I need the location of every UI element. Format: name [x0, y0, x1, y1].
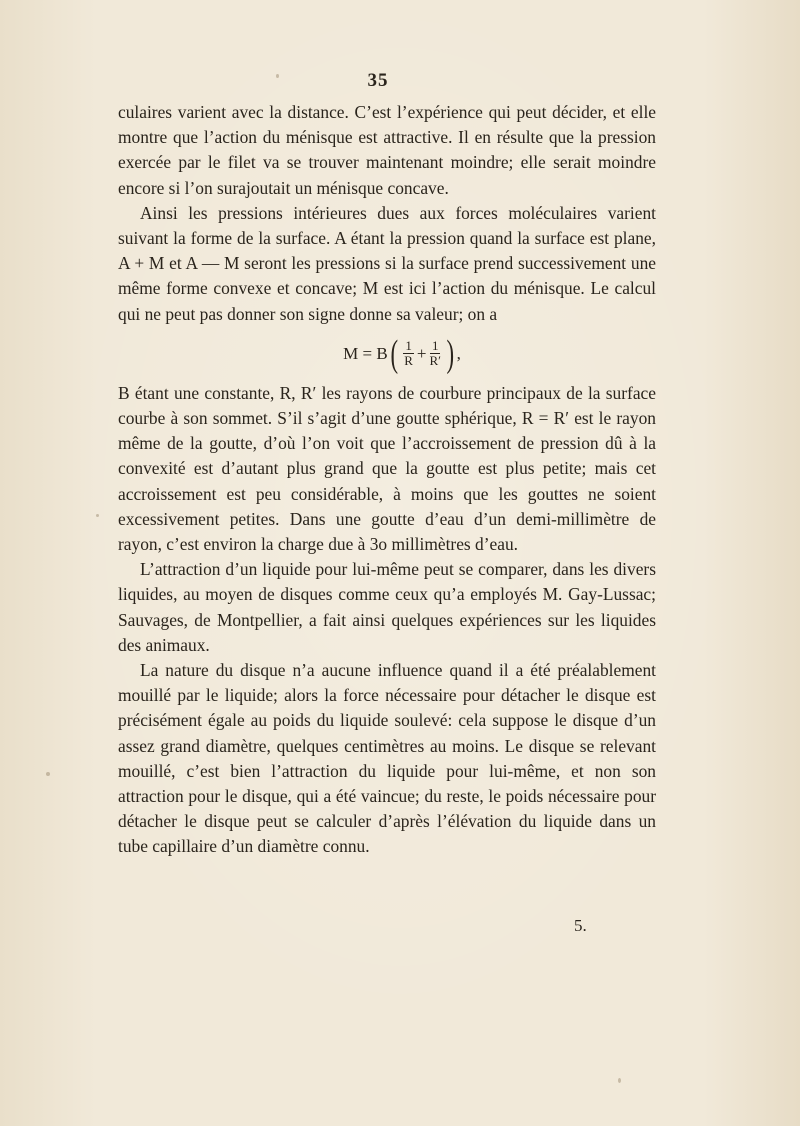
- right-paren-icon: ): [446, 332, 455, 375]
- paragraph-3: B étant une constante, R, R′ les rayons de courbure principaux de la surface courbe à son sommet. S’il s’agit d’une goutte sphérique, R = R′ est le rayon même de la goutte, d’où l’on voit que l’accroissement de pression dû à la convexité est d’autant plus grand que la goutte est plus petite; mais cet accroissement est peu considérable, à moins que les gouttes ne soient excessivement petites. Dans une goutte d’eau d’un demi-millimètre de rayon, c’est environ la charge due à 3o millimètres d’eau.: [118, 382, 656, 555]
- paper-spot: [96, 514, 99, 517]
- paper-spot: [46, 772, 50, 776]
- paper-spot: [276, 74, 279, 78]
- left-paren-icon: (: [390, 332, 398, 375]
- fraction-1: [403, 339, 414, 368]
- signature-mark: 5.: [574, 916, 587, 935]
- fraction-2-numerator: 1: [431, 338, 439, 354]
- paragraph-4: L’attraction d’un liquide pour lui-même peut se comparer, dans les divers liquides, au moyen de disques comme ceux qu’a employés M. Gay-Lussac; Sauvages, de Montpellier, a fait ainsi quelques expériences sur les liquides des animaux.: [118, 559, 656, 655]
- page-number: 35: [367, 70, 389, 91]
- fraction-2: [429, 339, 441, 368]
- paper-spot: [618, 1078, 621, 1083]
- paragraph-2: Ainsi les pressions intérieures dues aux forces moléculaires varient suivant la forme de la surface. A étant la pression quand la surface est plane, A + M et A — M seront les pressions si la surface prend successivement une même forme convexe et concave; M est ici l’action du ménisque. Le calcul qui ne peut pas donner son signe donne sa valeur; on a: [118, 202, 656, 324]
- paragraph-1: culaires varient avec la distance. C’est l’expérience qui peut décider, et elle montre que l’action du ménisque est attractive. Il en résulte que la pression exercée par le filet va se trouver maintenant moindre; elle serait moindre encore si l’on surajoutait un ménisque concave.: [118, 102, 656, 198]
- fraction-2-denominator: R′: [429, 353, 441, 369]
- paragraph-5: La nature du disque n’a aucune influence quand il a été préalablement mouillé par le liquide; alors la force nécessaire pour détacher le disque est précisément égale au poids du liquide soulevé: cela suppose le disque d’un assez grand diamètre, quelques centimètres au moins. Le disque se relevant mouillé, c’est bien l’attraction du liquide pour lui-même, et non son attraction pour le disque, qui a été vaincue; du reste, le poids nécessaire pour détacher le disque peut se calculer d’après l’élévation du liquide dans un tube capillaire d’un diamètre connu.: [118, 660, 656, 857]
- formula-lhs: M = B: [343, 344, 388, 364]
- formula-plus: +: [416, 344, 427, 364]
- formula-trail: ,: [456, 344, 461, 364]
- fraction-1-numerator: 1: [405, 338, 412, 354]
- body-text: [118, 100, 656, 860]
- formula: [118, 327, 656, 381]
- fraction-1-denominator: R: [404, 353, 413, 369]
